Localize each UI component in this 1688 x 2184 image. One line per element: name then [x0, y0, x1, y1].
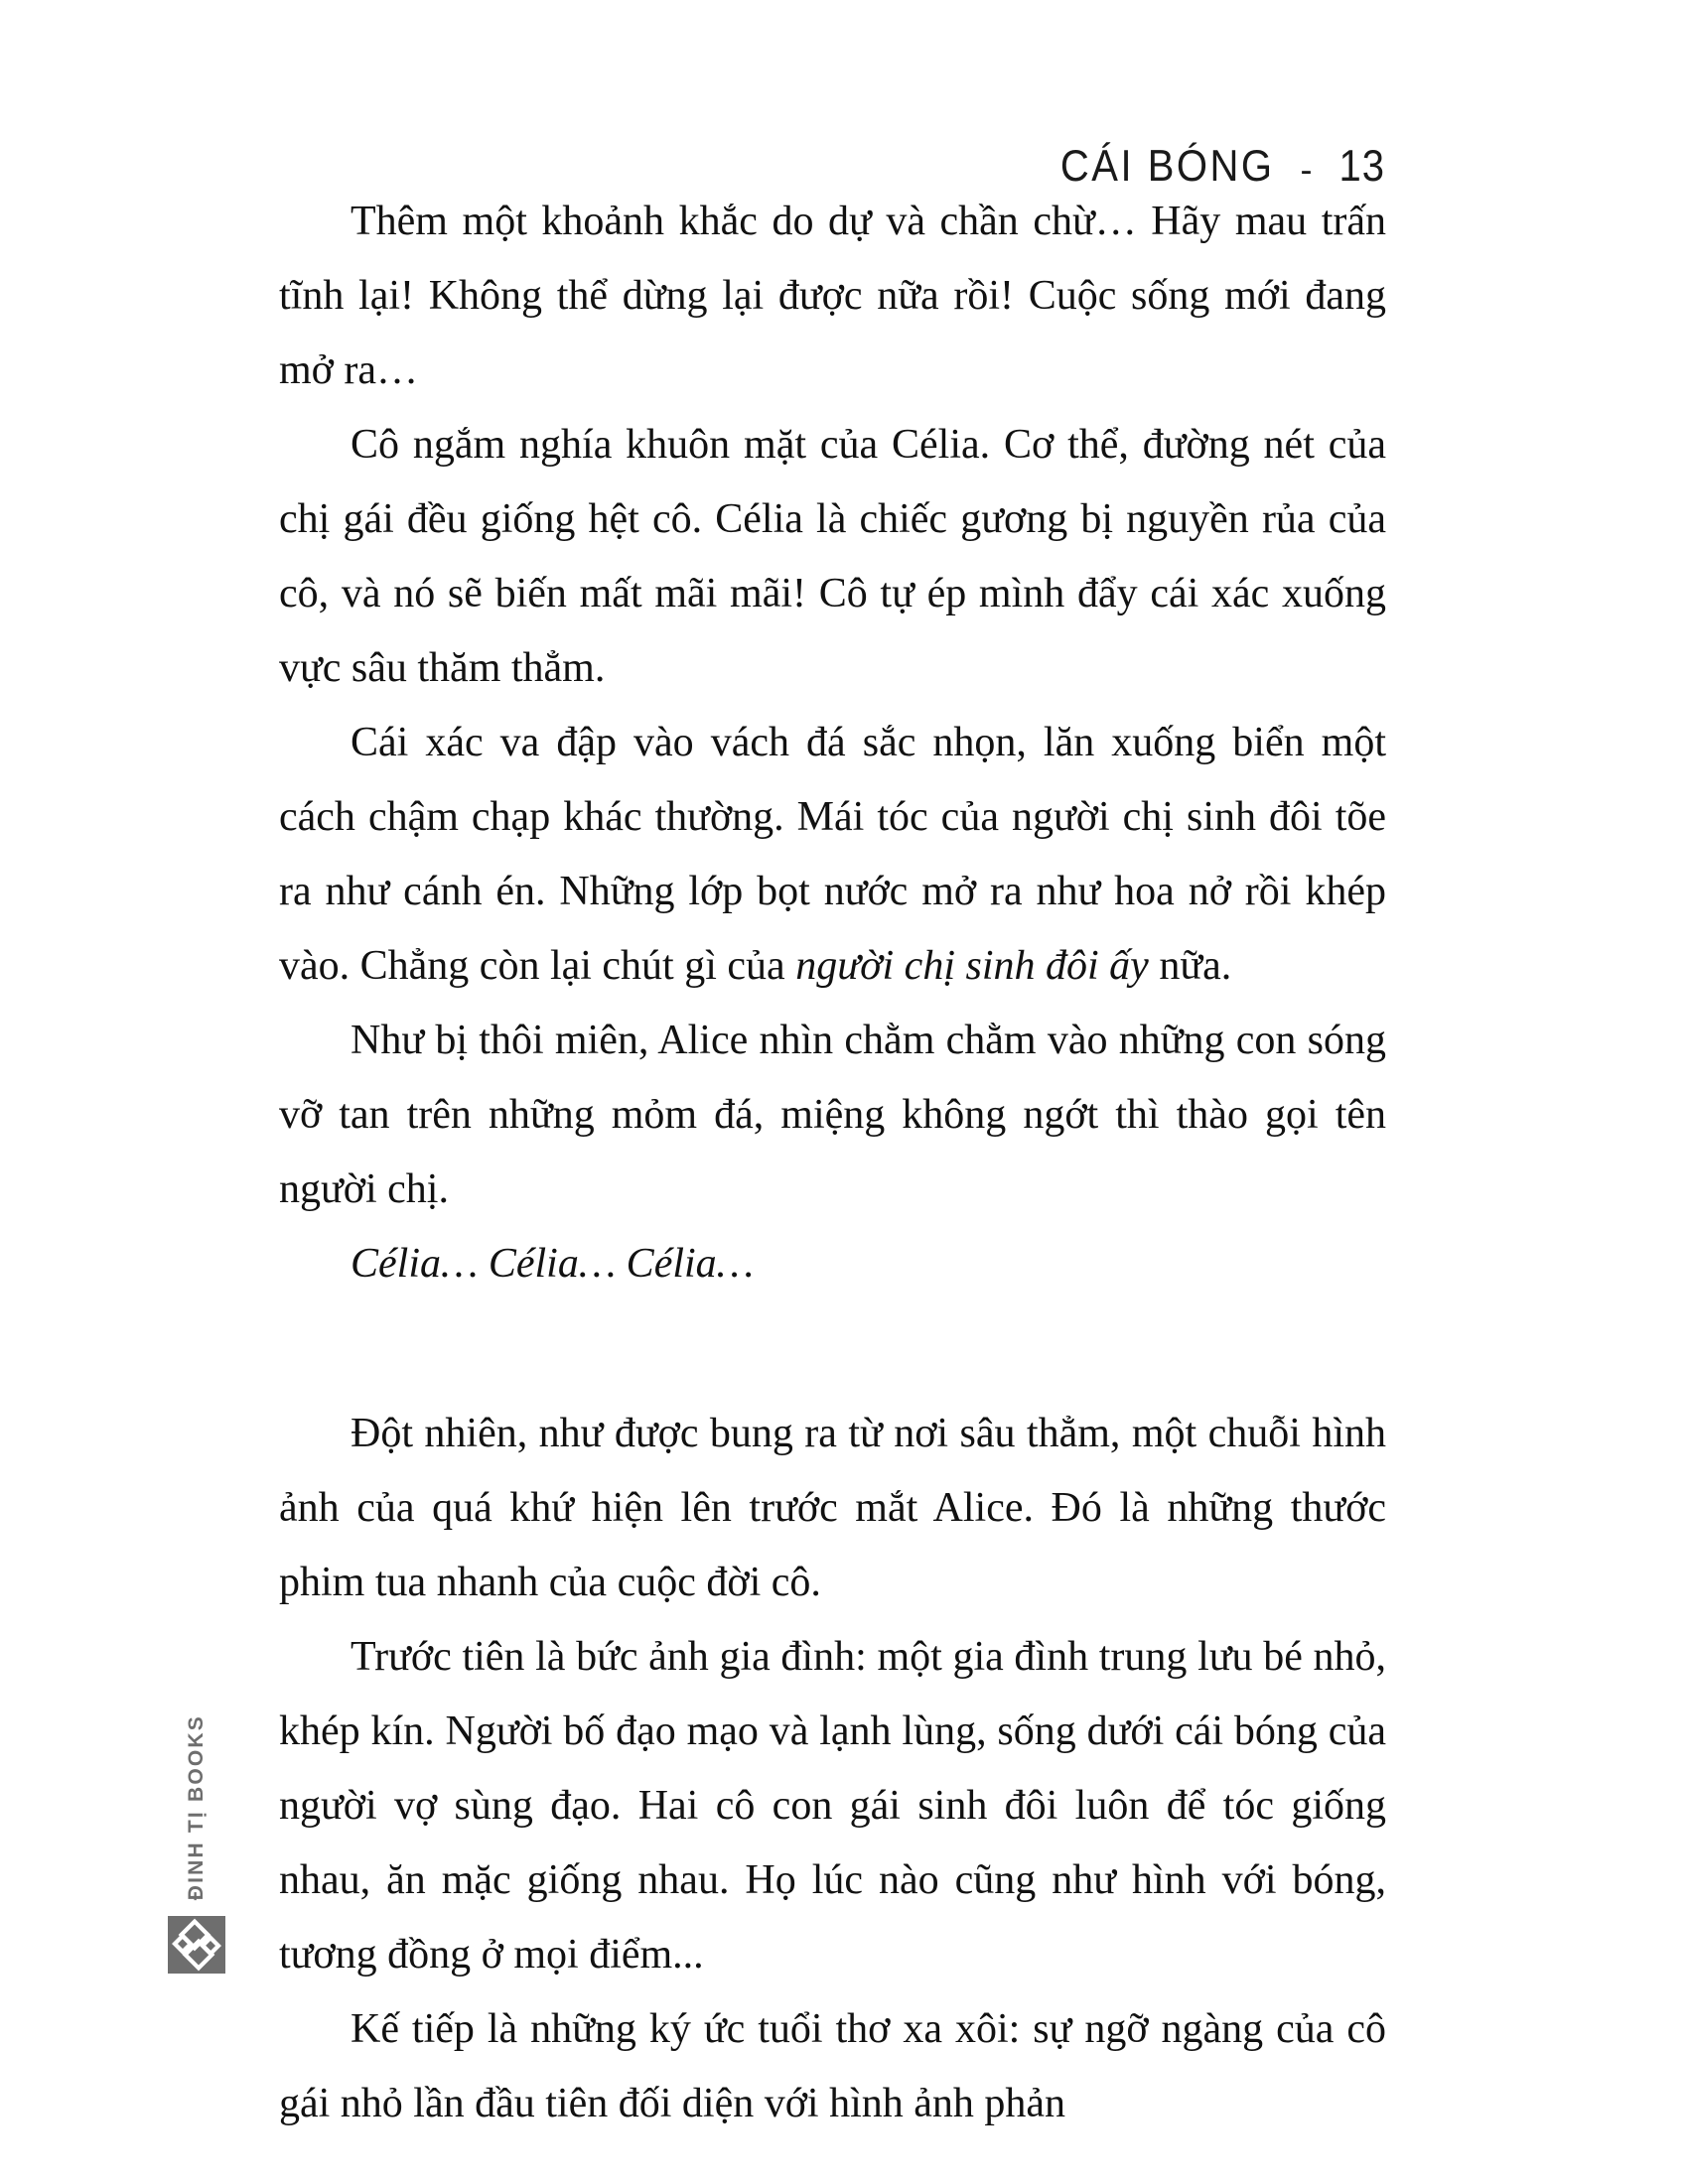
interlocking-diamonds-logo-icon: [168, 1916, 225, 1974]
paragraph: Thêm một khoảnh khắc do dự và chần chừ… Hãy mau trấn tĩnh lại! Không thể dừng lại được nữa rồi! Cuộc sống mới đang mở ra…: [279, 199, 1386, 393]
whisper-italic-line: Célia… Célia… Célia…: [351, 1241, 755, 1287]
paragraph: Kế tiếp là những ký ức tuổi thơ xa xôi: sự ngỡ ngàng của cô gái nhỏ lần đầu tiên đối diện với hình ảnh phản: [279, 2006, 1386, 2126]
paragraph: [279, 706, 1386, 1004]
publisher-mark: [149, 1714, 244, 1974]
publisher-name: ĐINH TỊ BOOKS: [185, 1713, 208, 1900]
paragraph-lead-text: Cái xác va đập vào vách đá sắc nhọn, lăn xuống biển một cách chậm chạp khác thường. Mái tóc của người chị sinh đôi tõe ra như cánh én. Những lớp bọt nước mở ra như hoa nở rồi khép vào. Chẳng còn lại chút gì của: [279, 720, 1386, 989]
paragraph: Trước tiên là bức ảnh gia đình: một gia đình trung lưu bé nhỏ, khép kín. Người bố đạo mạo và lạnh lùng, sống dưới cái bóng của người vợ sùng đạo. Hai cô con gái sinh đôi luôn để tóc giống nhau, ăn mặc giống nhau. Họ lúc nào cũng như hình với bóng, tương đồng ở mọi điểm...: [279, 1634, 1386, 1978]
section-break-spacer: [279, 1301, 1386, 1397]
running-head-book-title: CÁI BÓNG: [1059, 141, 1275, 191]
paragraph: Cô ngắm nghía khuôn mặt của Célia. Cơ thể, đường nét của chị gái đều giống hệt cô. Célia là chiếc gương bị nguyền rủa của cô, và nó sẽ biến mất mãi mãi! Cô tự ép mình đẩy cái xác xuống vực sâu thăm thẳm.: [279, 422, 1386, 691]
body-text-column: [279, 185, 1386, 2141]
page-number: 13: [1338, 141, 1385, 191]
running-head-separator: -: [1300, 149, 1314, 190]
paragraph-tail-text: nữa.: [1148, 943, 1232, 989]
paragraph-italic-emphasis: người chị sinh đôi ấy: [795, 943, 1149, 989]
paragraph: Như bị thôi miên, Alice nhìn chằm chằm vào những con sóng vỡ tan trên những mỏm đá, miệng không ngớt thì thào gọi tên người chị.: [279, 1018, 1386, 1212]
paragraph: Đột nhiên, như được bung ra từ nơi sâu thẳm, một chuỗi hình ảnh của quá khứ hiện lên trước mắt Alice. Đó là những thước phim tua nhanh của cuộc đời cô.: [279, 1411, 1386, 1605]
